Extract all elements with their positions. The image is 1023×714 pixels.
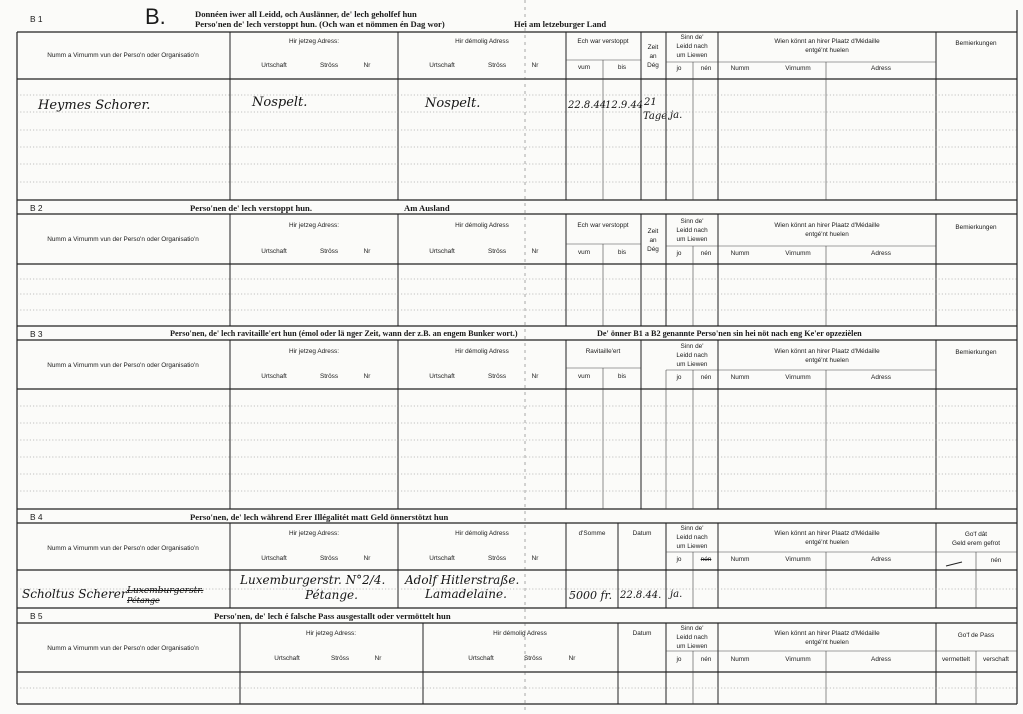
b1-suffer-header-3: um Liewen: [676, 52, 708, 59]
b2-name-header: Numm a Virnumm vun der Perso'n oder Organisatio'n: [47, 236, 199, 243]
b2-former-number-header: Nr: [531, 248, 539, 255]
b1-current-address-header: Hir jetzeg Adress:: [288, 38, 340, 45]
b3-to-header: bis: [617, 373, 627, 380]
section-b3-title: Perso'nen, de' lech ravitaille'ert hun (émol oder lä nger Zeit, wann der z.B. an engem Bunker wort.): [170, 329, 518, 338]
b5-date-header: Datum: [632, 630, 652, 637]
b3-medal-first-header: Virnumm: [785, 374, 811, 381]
b1-former-street-header: Ströss: [487, 62, 507, 69]
b2-hidden-header: Ech war verstoppt: [577, 222, 629, 229]
b5-current-street-header: Ströss: [330, 655, 350, 662]
b3-current-number-header: Nr: [363, 373, 371, 380]
b4-yes-header: jo: [676, 556, 682, 563]
b5-arranged-header: verschaft: [983, 656, 1009, 663]
b4-entry-suffer-yes: ja.: [670, 589, 683, 600]
b5-current-address-header: Hir jetzeg Adress:: [305, 630, 357, 637]
b1-entry-from-date: 22.8.44: [568, 100, 607, 111]
b4-suffer-header-2: Leidd nach: [676, 534, 708, 541]
b5-former-street-header: Ströss: [523, 655, 543, 662]
b4-former-number-header: Nr: [531, 555, 539, 562]
b4-entry-name-struck-locality: Pétange: [127, 596, 160, 605]
b3-medal-header-1: Wien könnt an hirer Plaatz d'Médaille: [774, 348, 880, 355]
b4-current-address-header: Hir jetzeg Adress:: [288, 530, 340, 537]
b4-former-street-header: Ströss: [487, 555, 507, 562]
b4-current-street-header: Ströss: [319, 555, 339, 562]
b2-remarks-header: Bemierkungen: [955, 224, 997, 231]
b3-suffer-header-2: Leidd nach: [676, 352, 708, 359]
b2-former-address-header: Hir démolig Adress: [455, 222, 509, 229]
b5-issued-header: vermettelt: [941, 656, 971, 663]
b2-time-header-1: Zeit: [647, 228, 659, 235]
b4-suffer-header-1: Sinn de': [680, 525, 704, 532]
b1-suffer-header-1: Sinn de': [680, 34, 704, 41]
b4-medal-header-2: entgé'nt huelen: [805, 539, 849, 546]
section-b2-region: Am Ausland: [404, 203, 450, 213]
b2-current-number-header: Nr: [363, 248, 371, 255]
section-b4-title: Perso'nen, de' lech während Erer Illégalitét matt Geld önnerstötzt hun: [190, 512, 449, 522]
b2-former-locality-header: Urtschaft: [429, 248, 455, 255]
b2-to-header: bis: [617, 249, 627, 256]
b3-name-header: Numm a Virnumm vun der Perso'n oder Organisatio'n: [47, 362, 199, 369]
b4-medal-header-1: Wien könnt an hirer Plaatz d'Médaille: [774, 530, 880, 537]
section-b2-title: Perso'nen de' lech verstoppt hun.: [190, 203, 312, 213]
b1-entry-to-date: 12.9.44: [605, 100, 644, 111]
b3-no-header: nén: [700, 374, 712, 381]
section-b1-subtitle: Perso'nen de' lech verstoppt hun. (Och wan et nömmen én Dag wor): [195, 19, 445, 29]
b1-time-header-3: Dég: [647, 62, 659, 69]
b5-former-locality-header: Urtschaft: [468, 655, 494, 662]
b4-current-locality-header: Urtschaft: [261, 555, 287, 562]
b3-medal-name-header: Numm: [730, 374, 750, 381]
b4-entry-date: 22.8.44.: [620, 590, 662, 601]
b1-time-header-2: an: [649, 53, 657, 60]
section-b4-code: B 4: [30, 512, 43, 522]
b3-former-address-header: Hir démolig Adress: [455, 348, 509, 355]
b2-suffer-header-1: Sinn de': [680, 218, 704, 225]
b5-suffer-header-1: Sinn de': [680, 625, 704, 632]
b2-time-header-2: an: [649, 237, 657, 244]
section-b1-code: B 1: [30, 14, 43, 24]
b1-name-header: Numm a Virnumm vun der Perso'n oder Organisatio'n: [47, 52, 199, 59]
b1-former-address-header: Hir démolig Adress: [455, 38, 509, 45]
b1-medal-address-header: Adress: [871, 65, 891, 72]
b2-no-header: nén: [700, 250, 712, 257]
b3-current-street-header: Ströss: [319, 373, 339, 380]
b1-remarks-header: Bemierkungen: [955, 40, 997, 47]
b4-entry-amount: 5000 fr.: [569, 589, 613, 602]
b3-medal-address-header: Adress: [871, 374, 891, 381]
b1-entry-former-locality: Nospelt.: [425, 96, 481, 111]
b1-yes-header: jo: [676, 65, 682, 72]
b1-former-locality-header: Urtschaft: [429, 62, 455, 69]
b4-no-header: nén: [700, 556, 712, 563]
b4-entry-former-locality: Lamadelaine.: [425, 587, 507, 601]
b5-medal-header-1: Wien könnt an hirer Plaatz d'Médaille: [774, 630, 880, 637]
b1-current-number-header: Nr: [363, 62, 371, 69]
b5-medal-name-header: Numm: [730, 656, 750, 663]
b1-current-street-header: Ströss: [319, 62, 339, 69]
b4-name-header: Numm a Virnumm vun der Perso'n oder Organisatio'n: [47, 545, 199, 552]
b3-yes-header: jo: [676, 374, 682, 381]
b4-money-no-header: nén: [990, 557, 1002, 564]
b2-suffer-header-3: um Liewen: [676, 236, 708, 243]
b5-no-header: nén: [700, 656, 712, 663]
section-b1-region: Hei am letzeburger Land: [514, 19, 607, 29]
b1-entry-name: Heymes Schorer.: [38, 98, 151, 113]
section-b2-code: B 2: [30, 203, 43, 213]
b2-from-header: vum: [577, 249, 591, 256]
b5-suffer-header-3: um Liewen: [676, 643, 708, 650]
b2-suffer-header-2: Leidd nach: [676, 227, 708, 234]
b1-from-header: vum: [577, 64, 591, 71]
section-b5-code: B 5: [30, 611, 43, 621]
section-b5-title: Perso'nen, de' lech é falsche Pass ausgestallt oder vermöttelt hun: [214, 611, 451, 621]
b1-entry-current-locality: Nospelt.: [252, 95, 308, 110]
section-b3-note: De' önner B1 a B2 genannte Perso'nen sin hei nöt nach eng Ke'er opzezièlen: [597, 329, 862, 338]
b4-medal-first-header: Virnumm: [785, 556, 811, 563]
b2-medal-header-1: Wien könnt an hirer Plaatz d'Médaille: [774, 222, 880, 229]
b2-medal-header-2: entgé'nt huelen: [805, 231, 849, 238]
b3-medal-header-2: entgé'nt huelen: [805, 357, 849, 364]
b4-amount-header: d'Somme: [578, 530, 606, 537]
b3-former-number-header: Nr: [531, 373, 539, 380]
b5-name-header: Numm a Virnumm vun der Perso'n oder Organisatio'n: [47, 645, 199, 652]
b3-from-header: vum: [577, 373, 591, 380]
b1-to-header: bis: [617, 64, 627, 71]
b5-current-locality-header: Urtschaft: [274, 655, 300, 662]
b2-current-locality-header: Urtschaft: [261, 248, 287, 255]
b1-entry-days-unit: Tage.: [643, 111, 671, 122]
b5-pass-header: Go'f de Pass: [957, 632, 995, 639]
b2-medal-first-header: Virnumm: [785, 250, 811, 257]
b3-suffer-header-1: Sinn de': [680, 343, 704, 350]
b3-current-address-header: Hir jetzeg Adress:: [288, 348, 340, 355]
b4-medal-name-header: Numm: [730, 556, 750, 563]
b1-medal-header-2: entgé'nt huelen: [805, 47, 849, 54]
b4-entry-former-street: Adolf Hitlerstraße.: [405, 573, 520, 587]
b4-money-header-1: Go'f dât: [964, 531, 988, 538]
b4-date-header: Datum: [632, 530, 652, 537]
b3-current-locality-header: Urtschaft: [261, 373, 287, 380]
b2-current-street-header: Ströss: [319, 248, 339, 255]
b4-former-address-header: Hir démolig Adress: [455, 530, 509, 537]
b1-suffer-header-2: Leidd nach: [676, 43, 708, 50]
b1-current-locality-header: Urtschaft: [261, 62, 287, 69]
b5-medal-address-header: Adress: [871, 656, 891, 663]
b5-yes-header: jo: [676, 656, 682, 663]
b1-former-number-header: Nr: [531, 62, 539, 69]
b5-current-number-header: Nr: [374, 655, 382, 662]
b5-medal-header-2: entgé'nt huelen: [805, 639, 849, 646]
b4-suffer-header-3: um Liewen: [676, 543, 708, 550]
b4-medal-address-header: Adress: [871, 556, 891, 563]
b1-entry-suffer-yes: ja.: [670, 110, 683, 121]
b5-suffer-header-2: Leidd nach: [676, 634, 708, 641]
b2-current-address-header: Hir jetzeg Adress:: [288, 222, 340, 229]
b1-medal-header-1: Wien könnt an hirer Plaatz d'Médaille: [774, 38, 880, 45]
b4-money-header-2: Geld erem gefrot: [952, 540, 1000, 547]
b4-current-number-header: Nr: [363, 555, 371, 562]
b3-former-street-header: Ströss: [487, 373, 507, 380]
b1-entry-days: 21: [644, 97, 657, 108]
b1-medal-name-header: Numm: [730, 65, 750, 72]
b3-former-locality-header: Urtschaft: [429, 373, 455, 380]
section-b1-title: Donnéen iwer all Leidd, och Auslänner, de' lech geholfef hun: [195, 9, 417, 19]
section-b3-code: B 3: [30, 329, 43, 339]
b1-no-header: nén: [700, 65, 712, 72]
b1-hidden-header: Ech war verstoppt: [577, 38, 629, 45]
b5-medal-first-header: Virnumm: [785, 656, 811, 663]
b1-medal-first-header: Virnumm: [785, 65, 811, 72]
b4-former-locality-header: Urtschaft: [429, 555, 455, 562]
b4-entry-name-struck: Luxemburgerstr.: [127, 586, 204, 596]
b4-entry-name: Scholtus Scherer: [22, 587, 127, 601]
b3-suffer-header-3: um Liewen: [676, 361, 708, 368]
section-b-letter: B.: [145, 4, 166, 29]
b2-former-street-header: Ströss: [487, 248, 507, 255]
b2-time-header-3: Dég: [647, 246, 659, 253]
b2-medal-address-header: Adress: [871, 250, 891, 257]
b3-remarks-header: Bemierkungen: [955, 349, 997, 356]
b4-entry-current-street: Luxemburgerstr. N°2/4.: [240, 573, 386, 587]
b3-ravitaille-header: Ravitaille'ert: [585, 348, 621, 355]
b5-former-address-header: Hir démolig Adress: [493, 630, 547, 637]
b2-medal-name-header: Numm: [730, 250, 750, 257]
b5-former-number-header: Nr: [568, 655, 576, 662]
b1-time-header-1: Zeit: [647, 44, 659, 51]
b4-entry-current-locality: Pétange.: [305, 588, 358, 602]
b2-yes-header: jo: [676, 250, 682, 257]
